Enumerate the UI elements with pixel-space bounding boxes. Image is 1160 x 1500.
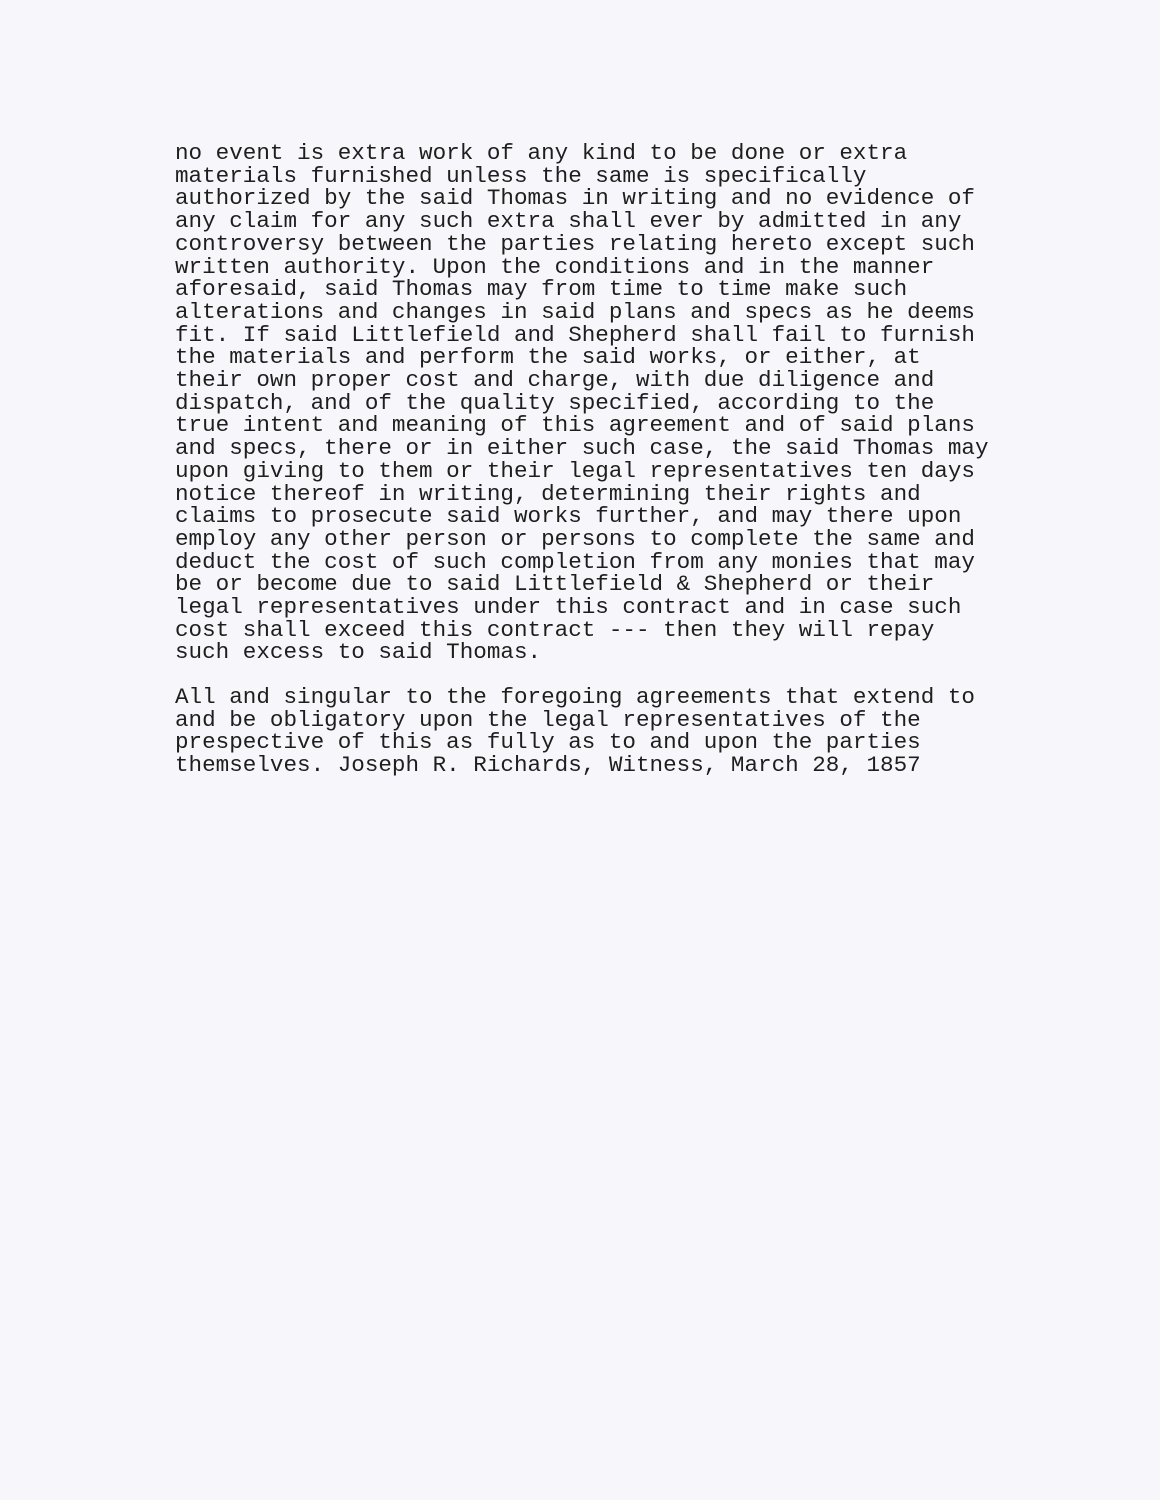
contract-paragraph-witness: All and singular to the foregoing agreements that extend to and be obligatory upon the legal representatives of the prespective of this as fully as to and upon the parties themselves. Joseph R. Richards, Witness, March 28, 1857: [175, 684, 975, 779]
contract-paragraph-extra-work: no event is extra work of any kind to be done or extra materials furnished unless the same is specifically authorized by the said Thomas in writing and no evidence of any claim for any such extra shall ever by admitted in any controversy between the parties relating hereto except such written authority. Upon the conditions and in the manner aforesaid, said Thomas may from time to time make such alterations and changes in said plans and specs as he deems fit. If said Littlefield and Shepherd shall fail to furnish the materials and perform the said works, or either, at their own proper cost and charge, with due diligence and dispatch, and of the quality specified, according to the true intent and meaning of this agreement and of said plans and specs, there or in either such case, the said Thomas may upon giving to them or their legal representatives ten days notice thereof in writing, determining their rights and claims to prosecute said works further, and may there upon employ any other person or persons to complete the same and deduct the cost of such completion from any monies that may be or become due to said Littlefield & Shepherd or their legal representatives under this contract and in case such cost shall exceed this contract --- then they will repay such excess to said Thomas.: [175, 140, 989, 666]
